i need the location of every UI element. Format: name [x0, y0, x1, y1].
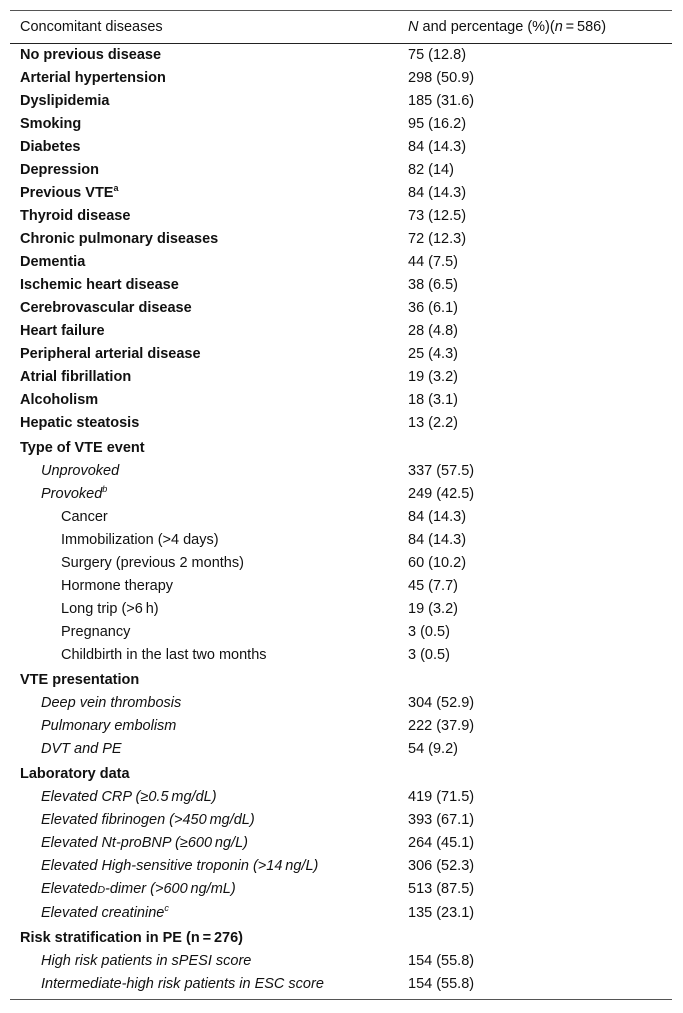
section-header-vte-presentation: VTE presentation — [20, 672, 140, 688]
section-header-risk-stratification: Risk stratification in PE (n = 276) — [20, 930, 243, 946]
table-row: Immobilization (>4 days) 84 (14.3) — [61, 532, 467, 548]
table-row: Peripheral arterial disease 25 (4.3) — [20, 346, 458, 362]
table-row: Cerebrovascular disease 36 (6.1) — [20, 300, 458, 316]
table-row: Deep vein thrombosis 304 (52.9) — [41, 695, 475, 711]
table-row: Pregnancy 3 (0.5) — [61, 624, 450, 640]
table-row: Hepatic steatosis 13 (2.2) — [20, 415, 458, 431]
table-row: Long trip (>6 h) 19 (3.2) — [61, 601, 458, 617]
table-row: Chronic pulmonary diseases 72 (12.3) — [20, 231, 467, 247]
footnote-a: a — [113, 183, 119, 194]
footnote-c: c — [164, 903, 169, 914]
concomitant-diseases-table-container — [10, 10, 672, 1000]
table-row: Diabetes 84 (14.3) — [20, 139, 467, 155]
table-header-row — [10, 11, 672, 44]
table-row: Previous VTE$^a$ 84 (14.3) — [20, 183, 467, 201]
table-row: Hormone therapy 45 (7.7) — [61, 578, 458, 594]
table-row: Depression 82 (14) — [20, 162, 454, 178]
table-row: Unprovoked 337 (57.5) — [41, 463, 475, 479]
section-header-vte-type: Type of VTE event — [20, 440, 145, 456]
table-row: ElevatedD-dimer (>600 ng/mL) 513 (87.5) — [41, 881, 475, 897]
table-row: Dementia 44 (7.5) — [20, 254, 458, 270]
table-row: Elevated High-sensitive troponin (>14 ng/L) 306 (52.3) — [41, 858, 475, 874]
table-row: Atrial fibrillation 19 (3.2) — [20, 369, 458, 385]
table-row: Childbirth in the last two months 3 (0.5) — [61, 647, 450, 663]
table-row: Smoking 95 (16.2) — [20, 116, 467, 132]
table-row: DVT and PE 54 (9.2) — [41, 741, 458, 757]
concomitant-diseases-table — [10, 10, 672, 1000]
table-row: Surgery (previous 2 months) 60 (10.2) — [61, 555, 467, 571]
table-row: No previous disease 75 (12.8) — [20, 47, 467, 63]
table-row: Heart failure 28 (4.8) — [20, 323, 458, 339]
table-row: Elevated Nt-proBNP (≥600 ng/L) 264 (45.1) — [41, 835, 475, 851]
table-row: Intermediate-high risk patients in ESC score 154 (55.8) — [41, 976, 475, 992]
section-header-laboratory-data: Laboratory data — [20, 766, 130, 782]
table-row: Provoked$^b$ 249 (42.5) — [41, 484, 475, 502]
table-row: Alcoholism 18 (3.1) — [20, 392, 458, 408]
table-row: Arterial hypertension 298 (50.9) — [20, 70, 475, 86]
header-concomitant-diseases: Concomitant diseases — [10, 11, 408, 44]
header-n-percentage: N and percentage (%)(n = 586) — [408, 11, 672, 44]
table-row: Ischemic heart disease 38 (6.5) — [20, 277, 458, 293]
table-row: Thyroid disease 73 (12.5) — [20, 208, 467, 224]
table-row: High risk patients in sPESI score 154 (55.8) — [41, 953, 475, 969]
table-row: Elevated creatinine$^c$ 135 (23.1) — [41, 903, 475, 921]
table-row: Dyslipidemia 185 (31.6) — [20, 93, 475, 109]
table-row: Elevated CRP (≥0.5 mg/dL) 419 (71.5) — [41, 789, 475, 805]
footnote-b: b — [102, 484, 108, 495]
table-row: Elevated fibrinogen (>450 mg/dL) 393 (67.1) — [41, 812, 475, 828]
table-row: Cancer 84 (14.3) — [61, 509, 467, 525]
table-row: Pulmonary embolism 222 (37.9) — [41, 718, 475, 734]
